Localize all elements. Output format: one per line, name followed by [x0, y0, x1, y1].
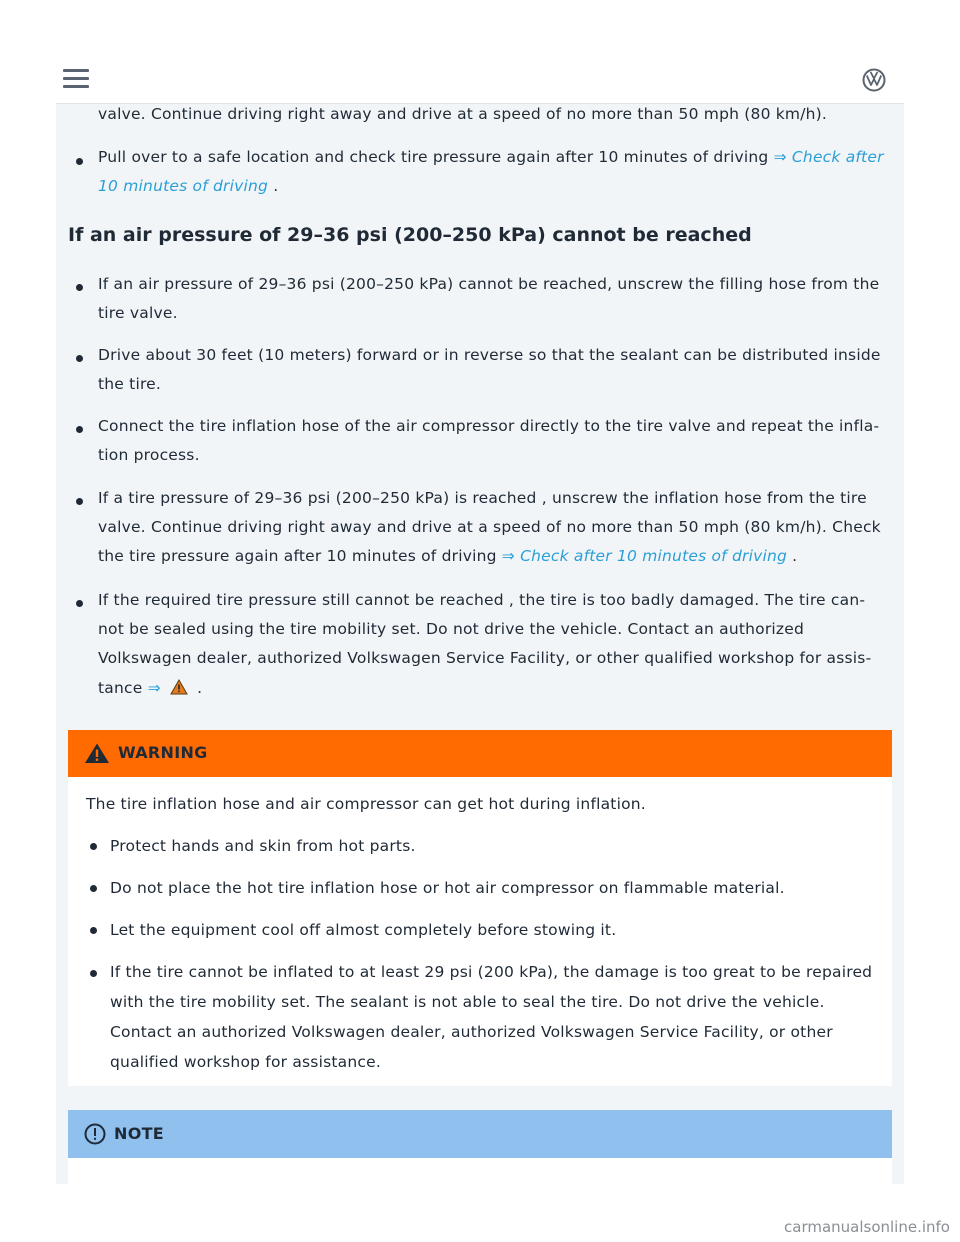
warning-item-inflate-line1: If the tire cannot be inflated to at least 29 psi (200 kPa), the damage is too great to be repaired: [110, 963, 873, 981]
link-check-after-10-minutes[interactable]: ⇒ Check after: [773, 148, 884, 166]
bullet-dot: [90, 927, 97, 934]
paragraph-continuation: valve. Continue driving right away and drive at a speed of no more than 50 mph (80 km/h).: [98, 105, 828, 123]
section-heading: If an air pressure of 29–36 psi (200–250 kPa) cannot be reached: [68, 224, 752, 246]
manual-content: [56, 104, 904, 1184]
bullet-connect-line2: tion process.: [98, 446, 200, 464]
bullet-dot: [90, 843, 97, 850]
warning-header: [68, 730, 892, 777]
warning-item-flammable: Do not place the hot tire inflation hose or hot air compressor on flammable material.: [110, 879, 785, 897]
warning-item-cool: Let the equipment cool off almost completely before stowing it.: [110, 921, 617, 939]
warning-item-protect: Protect hands and skin from hot parts.: [110, 837, 416, 855]
hamburger-menu-icon[interactable]: [63, 69, 89, 91]
warning-item-inflate-line2: with the tire mobility set. The sealant is not able to seal the tire. Do not drive the vehicle.: [110, 993, 825, 1011]
bullet-reached-line3: the tire pressure again after 10 minutes of driving ⇒ Check after 10 minutes of driving .: [98, 547, 798, 565]
bullet-dot: [76, 498, 83, 505]
warning-box: [68, 730, 892, 1086]
link-check-after-10-minutes-2[interactable]: ⇒ Check after 10 minutes of driving: [501, 547, 788, 565]
bullet-dot: [76, 600, 83, 607]
top-bar: [0, 0, 960, 104]
bullet-damaged-line3: Volkswagen dealer, authorized Volkswagen Service Facility, or other qualified workshop for assis-: [98, 649, 872, 667]
bullet-dot: [90, 970, 97, 977]
link-check-after-10-minutes-cont[interactable]: 10 minutes of driving: [98, 177, 269, 195]
bullet-dot: [76, 284, 83, 291]
bullet-damaged-line4: tance ⇒ .: [98, 679, 203, 697]
bullet-reached-line1: If a tire pressure of 29–36 psi (200–250 kPa) is reached , unscrew the inflation hose from the tire: [98, 489, 867, 507]
bullet-damaged-line1: If the required tire pressure still cannot be reached , the tire is too badly damaged. The tire can-: [98, 591, 866, 609]
bullet-drive-line1: Drive about 30 feet (10 meters) forward or in reverse so that the sealant can be distributed inside: [98, 346, 881, 364]
bullet-unscrew-line2: tire valve.: [98, 304, 178, 322]
bullet-drive-line2: the tire.: [98, 375, 162, 393]
bullet-dot: [76, 355, 83, 362]
note-label: NOTE: [114, 1124, 165, 1143]
bullet-dot: [76, 158, 83, 165]
warning-label: WARNING: [118, 743, 208, 762]
warning-triangle-icon[interactable]: [170, 679, 188, 695]
warning-item-inflate-line4: qualified workshop for assistance.: [110, 1053, 381, 1071]
bullet-dot: [76, 426, 83, 433]
bullet-reached-line2: valve. Continue driving right away and drive at a speed of no more than 50 mph (80 km/h). Check: [98, 518, 881, 536]
vw-logo-icon[interactable]: [862, 68, 886, 92]
warning-intro: The tire inflation hose and air compressor can get hot during inflation.: [86, 795, 646, 813]
bullet-pull-over: Pull over to a safe location and check tire pressure again after 10 minutes of driving ⇒ Check after: [98, 148, 884, 166]
warning-item-inflate-line3: Contact an authorized Volkswagen dealer, authorized Volkswagen Service Facility, or other: [110, 1023, 833, 1041]
bullet-damaged-line2: not be sealed using the tire mobility set. Do not drive the vehicle. Contact an authorized: [98, 620, 805, 638]
bullet-dot: [90, 885, 97, 892]
note-box: [68, 1110, 892, 1184]
bullet-pull-over-line2: 10 minutes of driving .: [98, 177, 279, 195]
note-header: [68, 1110, 892, 1158]
bullet-connect-line1: Connect the tire inflation hose of the air compressor directly to the tire valve and repeat the infla-: [98, 417, 880, 435]
warning-icon: [84, 742, 110, 764]
info-circle-icon: [84, 1123, 106, 1145]
bullet-unscrew-line1: If an air pressure of 29–36 psi (200–250 kPa) cannot be reached, unscrew the filling hose from the: [98, 275, 880, 293]
watermark: carmanualsonline.info: [784, 1218, 950, 1236]
link-warning-arrow[interactable]: ⇒: [147, 679, 161, 697]
